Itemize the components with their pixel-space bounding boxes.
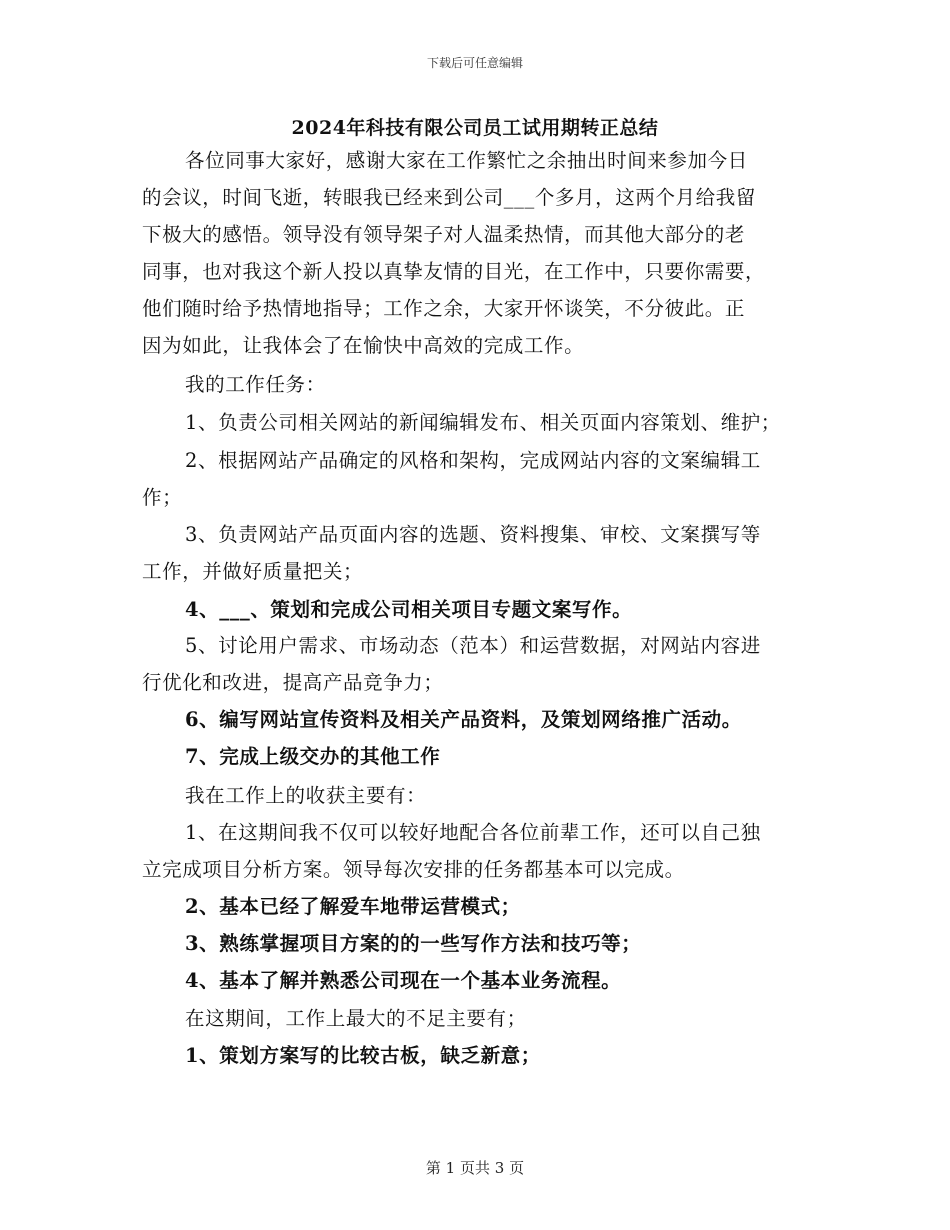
gain-item-3: 3、熟练掌握项目方案的的一些写作方法和技巧等； xyxy=(185,932,642,955)
task-item-2: 2、根据网站产品确定的风格和架构，完成网站内容的文案编辑工 xyxy=(185,449,761,472)
section-heading-tasks: 我的工作任务： xyxy=(185,373,326,396)
section-heading-shortcomings: 在这期间，工作上最大的不足主要有； xyxy=(185,1007,527,1030)
body-line: 同事，也对我这个新人投以真挚友情的目光，在工作中，只要你需要， xyxy=(142,260,766,283)
section-heading-gains: 我在工作上的收获主要有： xyxy=(185,784,427,807)
document-title: 2024年科技有限公司员工试用期转正总结 xyxy=(291,117,659,139)
task-item-4: 4、___、策划和完成公司相关项目专题文案写作。 xyxy=(185,598,633,621)
shortcoming-item-1: 1、策划方案写的比较古板，缺乏新意； xyxy=(185,1044,541,1067)
gain-item-2: 2、基本已经了解爱车地带运营模式； xyxy=(185,895,521,918)
task-item-7: 7、完成上级交办的其他工作 xyxy=(185,745,441,768)
task-item-1: 1、负责公司相关网站的新闻编辑发布、相关页面内容策划、维护； xyxy=(185,411,781,434)
gain-item-4: 4、基本了解并熟悉公司现在一个基本业务流程。 xyxy=(185,969,622,992)
task-item-3: 3、负责网站产品页面内容的选题、资料搜集、审校、文案撰写等 xyxy=(185,523,761,546)
task-item-5: 5、讨论用户需求、市场动态（范本）和运营数据，对网站内容进 xyxy=(185,634,761,657)
task-item-6: 6、编写网站宣传资料及相关产品资料，及策划网络推广活动。 xyxy=(185,708,742,731)
body-line: 因为如此，让我体会了在愉快中高效的完成工作。 xyxy=(142,334,585,357)
task-item-3-cont: 工作，并做好质量把关； xyxy=(142,560,364,583)
page-number-footer: 第 1 页共 3 页 xyxy=(425,1159,525,1177)
body-line: 他们随时给予热情地指导；工作之余，大家开怀谈笑，不分彼此。正 xyxy=(142,297,746,320)
gain-item-1-cont: 立完成项目分析方案。领导每次安排的任务都基本可以完成。 xyxy=(142,858,685,881)
body-line: 的会议，时间飞逝，转眼我已经来到公司___个多月，这两个月给我留 xyxy=(142,186,756,209)
task-item-2-cont: 作； xyxy=(142,486,183,509)
task-item-5-cont: 行优化和改进，提高产品竞争力； xyxy=(142,671,444,694)
gain-item-1: 1、在这期间我不仅可以较好地配合各位前辈工作，还可以自己独 xyxy=(185,821,761,844)
body-line: 各位同事大家好，感谢大家在工作繁忙之余抽出时间来参加今日 xyxy=(185,149,748,172)
body-line: 下极大的感悟。领导没有领导架子对人温柔热情，而其他大部分的老 xyxy=(142,223,746,246)
page-header-note: 下载后可任意编辑 xyxy=(426,56,523,70)
